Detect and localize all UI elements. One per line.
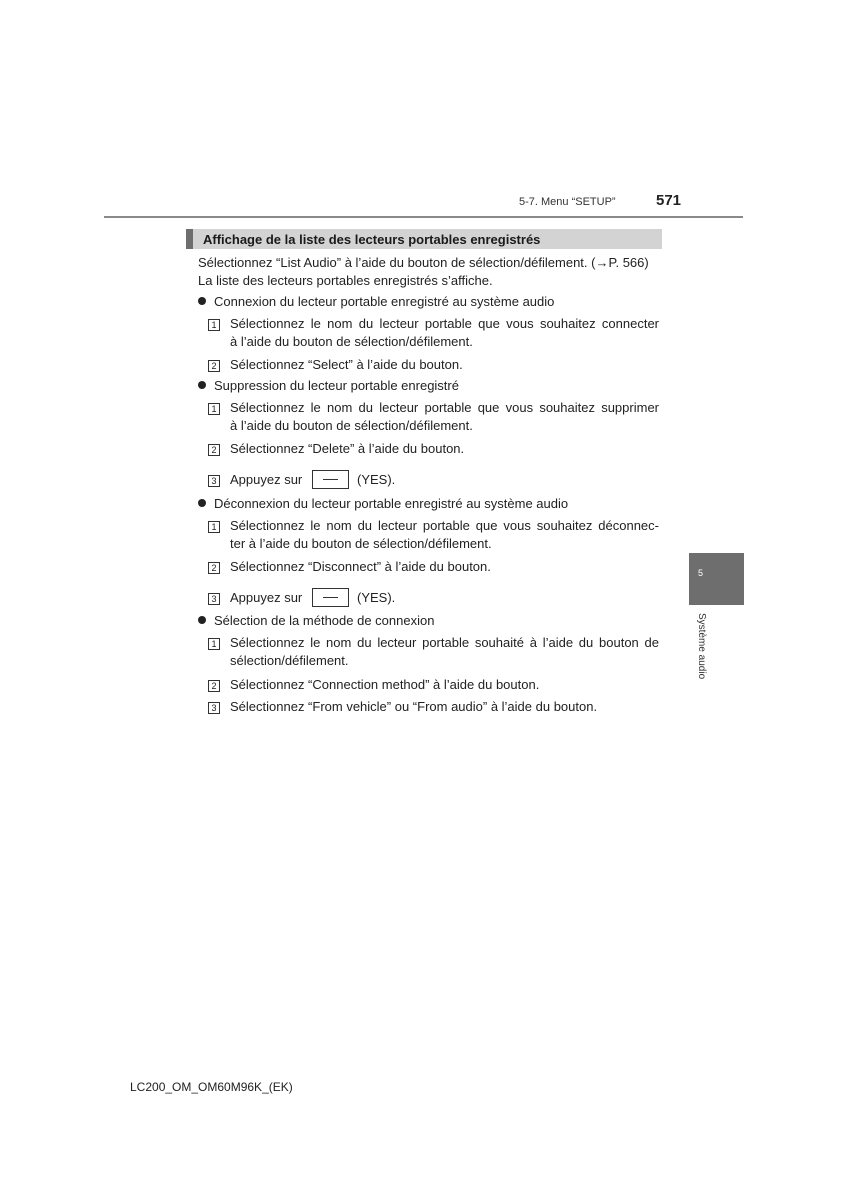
step-text: Sélectionnez “Delete” à l’aide du bouton. bbox=[230, 441, 465, 456]
step-number-3: 3 bbox=[208, 702, 220, 714]
step-number-2: 2 bbox=[208, 562, 220, 574]
step-text-continued: sélection/défilement. bbox=[230, 653, 349, 668]
group-title-disconnection: Déconnexion du lecteur portable enregistré au système audio bbox=[214, 496, 569, 511]
step-number-1: 1 bbox=[208, 521, 220, 533]
step-number-2: 2 bbox=[208, 360, 220, 372]
chapter-number: 5 bbox=[698, 568, 704, 578]
step-text-post: (YES). bbox=[357, 590, 396, 605]
bullet-icon bbox=[198, 616, 206, 624]
chapter-tab bbox=[689, 553, 744, 605]
section-title-bar bbox=[186, 229, 662, 249]
step-text: Sélectionnez “Connection method” à l’aide du bouton. bbox=[230, 677, 540, 692]
step-text: Sélectionnez “From vehicle” ou “From audio” à l’aide du bouton. bbox=[230, 699, 598, 714]
step-text-pre: Appuyez sur bbox=[230, 472, 303, 487]
step-number-1: 1 bbox=[208, 403, 220, 415]
step-number-3: 3 bbox=[208, 593, 220, 605]
group-title-connection-method: Sélection de la méthode de connexion bbox=[214, 613, 435, 628]
step-text: Sélectionnez le nom du lecteur portable souhaité à l’aide du bouton de bbox=[230, 635, 659, 650]
step-number-1: 1 bbox=[208, 319, 220, 331]
step-text-continued: ter à l’aide du bouton de sélection/défilement. bbox=[230, 536, 492, 551]
intro-line-2: La liste des lecteurs portables enregistrés s’affiche. bbox=[198, 273, 493, 288]
group-title-connection: Connexion du lecteur portable enregistré au système audio bbox=[214, 294, 555, 309]
section-title: Affichage de la liste des lecteurs portables enregistrés bbox=[203, 232, 541, 247]
yes-key-icon bbox=[312, 588, 349, 607]
intro-line-1 bbox=[198, 254, 649, 272]
step-text: Sélectionnez le nom du lecteur portable que vous souhaitez supprimer bbox=[230, 400, 659, 415]
bullet-icon bbox=[198, 381, 206, 389]
header-section: 5-7. Menu “SETUP” bbox=[519, 196, 616, 208]
document-code: LC200_OM_OM60M96K_(EK) bbox=[130, 1080, 293, 1094]
group-title-deletion: Suppression du lecteur portable enregistré bbox=[214, 378, 459, 393]
step-text: Sélectionnez le nom du lecteur portable que vous souhaitez connecter bbox=[230, 316, 659, 331]
step-text-post: (YES). bbox=[357, 472, 396, 487]
chapter-label: Système audio bbox=[696, 613, 707, 680]
arrow-icon: → bbox=[595, 255, 609, 270]
page-number: 571 bbox=[656, 192, 682, 209]
step-text: Sélectionnez “Disconnect” à l’aide du bouton. bbox=[230, 559, 491, 574]
step-text-continued: à l’aide du bouton de sélection/défilement. bbox=[230, 418, 473, 433]
step-number-2: 2 bbox=[208, 680, 220, 692]
step-text-pre: Appuyez sur bbox=[230, 590, 303, 605]
intro-text-pre: Sélectionnez “List Audio” à l’aide du bouton de sélection/défilement. ( bbox=[198, 255, 596, 270]
step-number-3: 3 bbox=[208, 475, 220, 487]
step-text: Sélectionnez “Select” à l’aide du bouton. bbox=[230, 357, 463, 372]
step-text: Sélectionnez le nom du lecteur portable que vous souhaitez déconnec- bbox=[230, 518, 659, 533]
header-rule bbox=[104, 216, 743, 218]
step-number-2: 2 bbox=[208, 444, 220, 456]
step-number-1: 1 bbox=[208, 638, 220, 650]
step-text-continued: à l’aide du bouton de sélection/défilement. bbox=[230, 334, 473, 349]
bullet-icon bbox=[198, 499, 206, 507]
page-reference-link[interactable]: P. 566) bbox=[608, 255, 649, 270]
yes-key-icon bbox=[312, 470, 349, 489]
bullet-icon bbox=[198, 297, 206, 305]
